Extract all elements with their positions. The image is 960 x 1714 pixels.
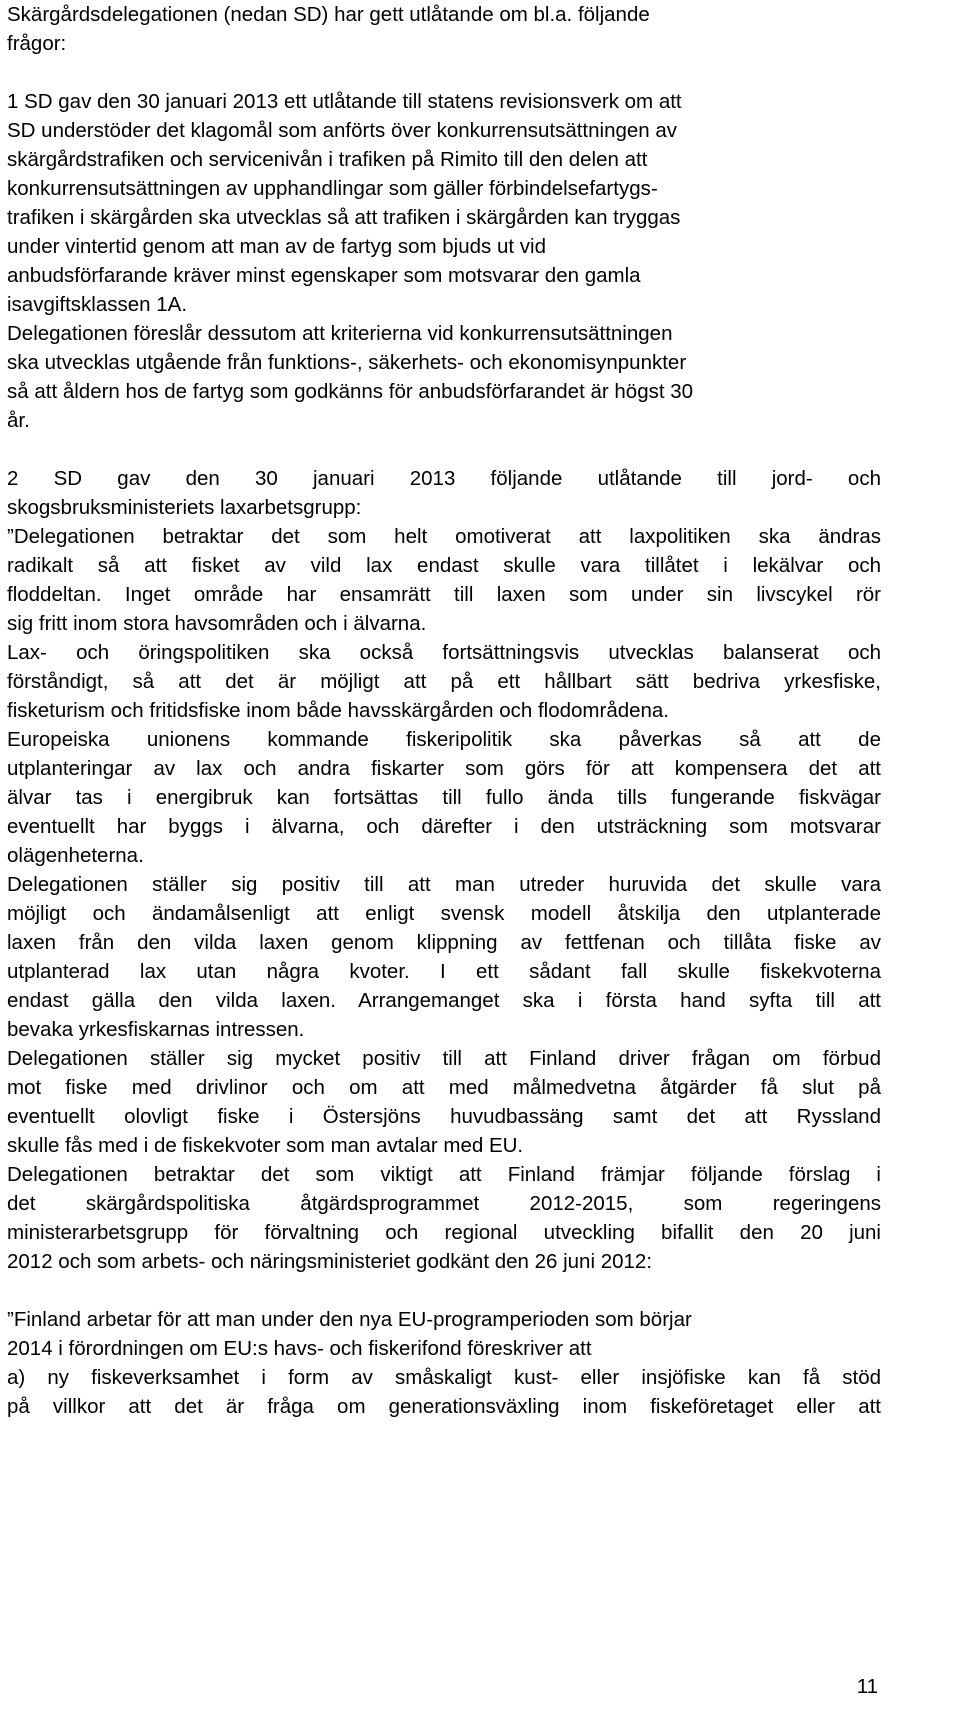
document-body xyxy=(7,0,881,1421)
text-line: Delegationen föreslår dessutom att kriterierna vid konkurrensutsättningen xyxy=(7,322,673,345)
text-line: utplanterad lax utan några kvoter. I ett sådant fall skulle fiskekvoterna xyxy=(7,960,881,983)
text-line: anbudsförfarande kräver minst egenskaper som motsvarar den gamla xyxy=(7,264,641,287)
text-line: Delegationen ställer sig positiv till att man utreder huruvida det skulle vara xyxy=(7,873,881,896)
text-line: eventuellt har byggs i älvarna, och därefter i den utsträckning som motsvarar xyxy=(7,815,881,838)
text-line: 2014 i förordningen om EU:s havs- och fiskerifond föreskriver att xyxy=(7,1337,592,1360)
text-line: så att åldern hos de fartyg som godkänns för anbudsförfarandet är högst 30 xyxy=(7,380,694,403)
text-line: olägenheterna. xyxy=(7,844,144,867)
text-line: laxen från den vilda laxen genom klippning av fettfenan och tillåta fiske av xyxy=(7,931,881,954)
text-line: ”Delegationen betraktar det som helt omotiverat att laxpolitiken ska ändras xyxy=(7,525,881,548)
text-line: sig fritt inom stora havsområden och i älvarna. xyxy=(7,612,427,635)
text-line: 2012 och som arbets- och näringsministeriet godkänt den 26 juni 2012: xyxy=(7,1250,653,1273)
text-line: floddeltan. Inget område har ensamrätt till laxen som under sin livscykel rör xyxy=(7,583,881,606)
text-line: Delegationen betraktar det som viktigt att Finland främjar följande förslag i xyxy=(7,1163,881,1186)
text-line: ”Finland arbetar för att man under den nya EU-programperioden som börjar xyxy=(7,1308,692,1331)
text-line: ministerarbetsgrupp för förvaltning och regional utveckling bifallit den 20 juni xyxy=(7,1221,881,1244)
text-line: skogsbruksministeriets laxarbetsgrupp: xyxy=(7,496,362,519)
text-line: möjligt och ändamålsenligt att enligt svensk modell åtskilja den utplanterade xyxy=(7,902,881,925)
text-line: mot fiske med drivlinor och om att med målmedvetna åtgärder få slut på xyxy=(7,1076,881,1099)
text-line: förståndigt, så att det är möjligt att på ett hållbart sätt bedriva yrkesfiske, xyxy=(7,670,881,693)
text-line: bevaka yrkesfiskarnas intressen. xyxy=(7,1018,305,1041)
text-line: trafiken i skärgården ska utvecklas så att trafiken i skärgården kan tryggas xyxy=(7,206,681,229)
text-line: isavgiftsklassen 1A. xyxy=(7,293,188,316)
text-line: endast gälla den vilda laxen. Arrangemanget ska i första hand syfta till att xyxy=(7,989,881,1012)
text-line: Delegationen ställer sig mycket positiv till att Finland driver frågan om förbud xyxy=(7,1047,881,1070)
page-number: 11 xyxy=(856,1675,878,1698)
blank-line xyxy=(7,1276,881,1305)
text-line: älvar tas i energibruk kan fortsättas till fullo ända tills fungerande fiskvägar xyxy=(7,786,881,809)
blank-line xyxy=(7,58,881,87)
text-line: ska utvecklas utgående från funktions-, säkerhets- och ekonomisynpunkter xyxy=(7,351,687,374)
text-line: radikalt så att fisket av vild lax endast skulle vara tillåtet i lekälvar och xyxy=(7,554,881,577)
text-line: det skärgårdspolitiska åtgärdsprogrammet 2012-2015, som regeringens xyxy=(7,1192,881,1215)
text-line: skulle fås med i de fiskekvoter som man avtalar med EU. xyxy=(7,1134,524,1157)
text-line: Lax- och öringspolitiken ska också fortsättningsvis utvecklas balanserat och xyxy=(7,641,881,664)
text-line: skärgårdstrafiken och servicenivån i trafiken på Rimito till den delen att xyxy=(7,148,648,171)
text-line: Europeiska unionens kommande fiskeripolitik ska påverkas så att de xyxy=(7,728,881,751)
text-line: under vintertid genom att man av de fartyg som bjuds ut vid xyxy=(7,235,546,258)
text-line: år. xyxy=(7,409,30,432)
text-line: utplanteringar av lax och andra fiskarter som görs för att kompensera det att xyxy=(7,757,881,780)
text-line: a) ny fiskeverksamhet i form av småskaligt kust- eller insjöfiske kan få stöd xyxy=(7,1366,881,1389)
text-line: 2 SD gav den 30 januari 2013 följande utlåtande till jord- och xyxy=(7,467,881,490)
text-line: SD understöder det klagomål som anförts över konkurrensutsättningen av xyxy=(7,119,678,142)
text-line: 1 SD gav den 30 januari 2013 ett utlåtande till statens revisionsverk om att xyxy=(7,90,682,113)
text-line: konkurrensutsättningen av upphandlingar som gäller förbindelsefartygs- xyxy=(7,177,658,200)
text-line: på villkor att det är fråga om generationsväxling inom fiskeföretaget eller att xyxy=(7,1395,881,1418)
text-line: eventuellt olovligt fiske i Östersjöns huvudbassäng samt det att Ryssland xyxy=(7,1105,881,1128)
text-line: Skärgårdsdelegationen (nedan SD) har gett utlåtande om bl.a. följande xyxy=(7,3,650,26)
text-line: fisketurism och fritidsfiske inom både havsskärgården och flodområdena. xyxy=(7,699,670,722)
blank-line xyxy=(7,435,881,464)
text-line: frågor: xyxy=(7,32,67,55)
